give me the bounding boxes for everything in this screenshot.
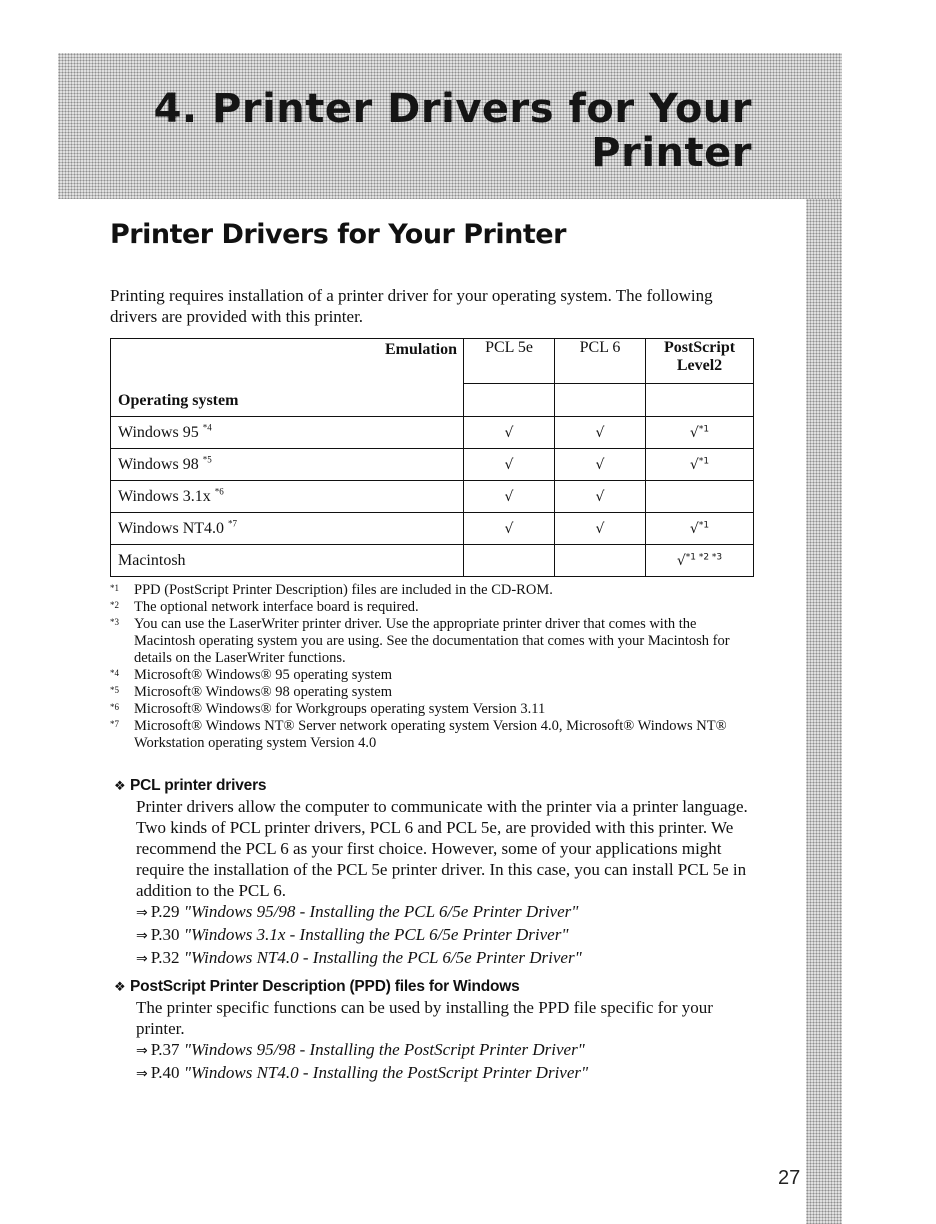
footnote-mark: *2 [110, 600, 119, 610]
page-heading: Printer Drivers for Your Printer [110, 219, 566, 250]
os-cell [111, 417, 464, 449]
pcl5e-check: √ [464, 481, 555, 513]
os-note: *6 [214, 486, 224, 497]
ps-check-mark: √ [689, 520, 699, 537]
ref-title: "Windows NT4.0 - Installing the PCL 6/5e Printer Driver" [183, 948, 582, 967]
page-reference-link[interactable] [136, 901, 756, 924]
empty-cell [555, 384, 646, 417]
pcl6-check: √ [555, 417, 646, 449]
os-cell [111, 513, 464, 545]
footnote [110, 701, 760, 718]
os-cell [111, 449, 464, 481]
footnote-mark: *5 [110, 685, 119, 695]
os-note: *4 [202, 422, 212, 433]
page-reference-link[interactable] [136, 947, 756, 970]
pcl5e-check: √ [464, 513, 555, 545]
column-header-postscript: PostScript Level2 [646, 339, 754, 384]
pcl6-check [555, 545, 646, 577]
emulation-label: Emulation [384, 341, 457, 358]
postscript-check [646, 545, 754, 577]
pcl-section-title-text: PCL printer drivers [130, 777, 267, 794]
ps-note: *1 [698, 519, 710, 530]
arrow-right-icon: ⇒ [136, 951, 148, 967]
page-reference-link[interactable] [136, 924, 756, 947]
driver-support-table [110, 338, 754, 577]
diamond-bullet-icon: ❖ [114, 779, 126, 794]
pcl6-check: √ [555, 513, 646, 545]
footnote-mark: *6 [110, 702, 119, 712]
footnote-text: PPD (PostScript Printer Description) files are included in the CD-ROM. [134, 582, 553, 598]
table-row [111, 417, 754, 449]
footnote-mark: *7 [110, 719, 119, 729]
chapter-banner [58, 53, 842, 199]
os-note: *5 [202, 454, 212, 465]
operating-system-label: Operating system [118, 392, 239, 409]
footnote [110, 616, 760, 667]
empty-cell [646, 384, 754, 417]
footnote-text: Microsoft® Windows® 95 operating system [134, 667, 392, 683]
diamond-bullet-icon: ❖ [114, 980, 126, 995]
os-name: Windows 95 [118, 423, 199, 441]
column-header-pcl6: PCL 6 [555, 339, 646, 384]
os-name: Windows 3.1x [118, 487, 211, 505]
ppd-section-title [114, 977, 520, 998]
header-corner-cell [111, 339, 464, 417]
chapter-title-line-2: Printer [591, 130, 752, 176]
footnote [110, 667, 760, 684]
ppd-section-body [136, 997, 756, 1085]
footnote-mark: *4 [110, 668, 119, 678]
ref-title: "Windows 95/98 - Installing the PostScript Printer Driver" [183, 1040, 585, 1059]
os-cell [111, 481, 464, 513]
ref-title: "Windows 3.1x - Installing the PCL 6/5e Printer Driver" [183, 925, 569, 944]
intro-paragraph: Printing requires installation of a printer driver for your operating system. The following drivers are provided with this printer. [110, 286, 713, 326]
ps-check-mark: √ [689, 424, 699, 441]
os-note: *7 [228, 518, 238, 529]
ref-title: "Windows 95/98 - Installing the PCL 6/5e Printer Driver" [183, 902, 579, 921]
footnote [110, 684, 760, 701]
footnote [110, 599, 760, 616]
ppd-section-title-text: PostScript Printer Description (PPD) files for Windows [130, 978, 520, 995]
page-number: 27 [778, 1167, 801, 1189]
footnotes [110, 582, 760, 752]
pcl-section-title [114, 776, 266, 797]
pcl-section-paragraph: Printer drivers allow the computer to communicate with the printer via a printer language. Two kinds of PCL printer drivers, PCL 6 and PCL 5e, are provided with this printer. We recommend the PCL 6 as your first choice. However, some of your applications might require the installation of the PCL 5e printer driver. In this case, you can install PCL 5e in addition to the PCL 6. [136, 797, 748, 900]
arrow-right-icon: ⇒ [136, 1066, 148, 1082]
pcl5e-check [464, 545, 555, 577]
arrow-right-icon: ⇒ [136, 928, 148, 944]
ps-note: *1 *2 *3 [685, 551, 723, 562]
postscript-check [646, 417, 754, 449]
os-name: Windows NT4.0 [118, 519, 225, 537]
ps-note: *1 [698, 423, 710, 434]
ref-page: P.37 [150, 1040, 180, 1059]
table-header-row [111, 339, 754, 384]
os-cell [111, 545, 464, 577]
chapter-title [154, 87, 752, 175]
table-row [111, 449, 754, 481]
pcl5e-check: √ [464, 449, 555, 481]
footnote [110, 718, 760, 752]
os-name: Windows 98 [118, 455, 199, 473]
arrow-right-icon: ⇒ [136, 1043, 148, 1059]
ps-note: *1 [698, 455, 710, 466]
ref-page: P.30 [150, 925, 180, 944]
page-reference-link[interactable] [136, 1062, 756, 1085]
ref-page: P.40 [150, 1063, 180, 1082]
arrow-right-icon: ⇒ [136, 905, 148, 921]
column-header-pcl5e: PCL 5e [464, 339, 555, 384]
pcl-section-body [136, 796, 756, 970]
ref-title: "Windows NT4.0 - Installing the PostScript Printer Driver" [183, 1063, 589, 1082]
table-row [111, 481, 754, 513]
footnote-text: You can use the LaserWriter printer driver. Use the appropriate printer driver that comes with the Macintosh operating system you are using. See the documentation that comes with your Macintosh for details on the LaserWriter functions. [134, 616, 730, 666]
postscript-check [646, 449, 754, 481]
footnote-text: Microsoft® Windows® for Workgroups operating system Version 3.11 [134, 701, 546, 717]
table-row [111, 513, 754, 545]
ref-page: P.32 [150, 948, 180, 967]
footnote-text: Microsoft® Windows NT® Server network operating system Version 4.0, Microsoft® Windows NT® Workstation operating system Version 4.0 [134, 718, 727, 751]
os-name: Macintosh [118, 551, 186, 569]
postscript-check [646, 513, 754, 545]
footnote [110, 582, 760, 599]
postscript-check [646, 481, 754, 513]
ps-check-mark: √ [676, 552, 686, 569]
footnote-text: The optional network interface board is required. [134, 599, 419, 615]
pcl6-check: √ [555, 449, 646, 481]
ps-check-mark: √ [689, 456, 699, 473]
empty-cell [464, 384, 555, 417]
chapter-title-line-1: 4. Printer Drivers for Your [153, 86, 752, 132]
ppd-section-paragraph: The printer specific functions can be used by installing the PPD file specific for your printer. [136, 998, 713, 1038]
pcl6-check: √ [555, 481, 646, 513]
table-row [111, 545, 754, 577]
footnote-mark: *1 [110, 583, 119, 593]
footnote-mark: *3 [110, 617, 119, 627]
page-reference-link[interactable] [136, 1039, 756, 1062]
footnote-text: Microsoft® Windows® 98 operating system [134, 684, 392, 700]
pcl5e-check: √ [464, 417, 555, 449]
ref-page: P.29 [150, 902, 180, 921]
side-thumb-strip [806, 199, 842, 1224]
